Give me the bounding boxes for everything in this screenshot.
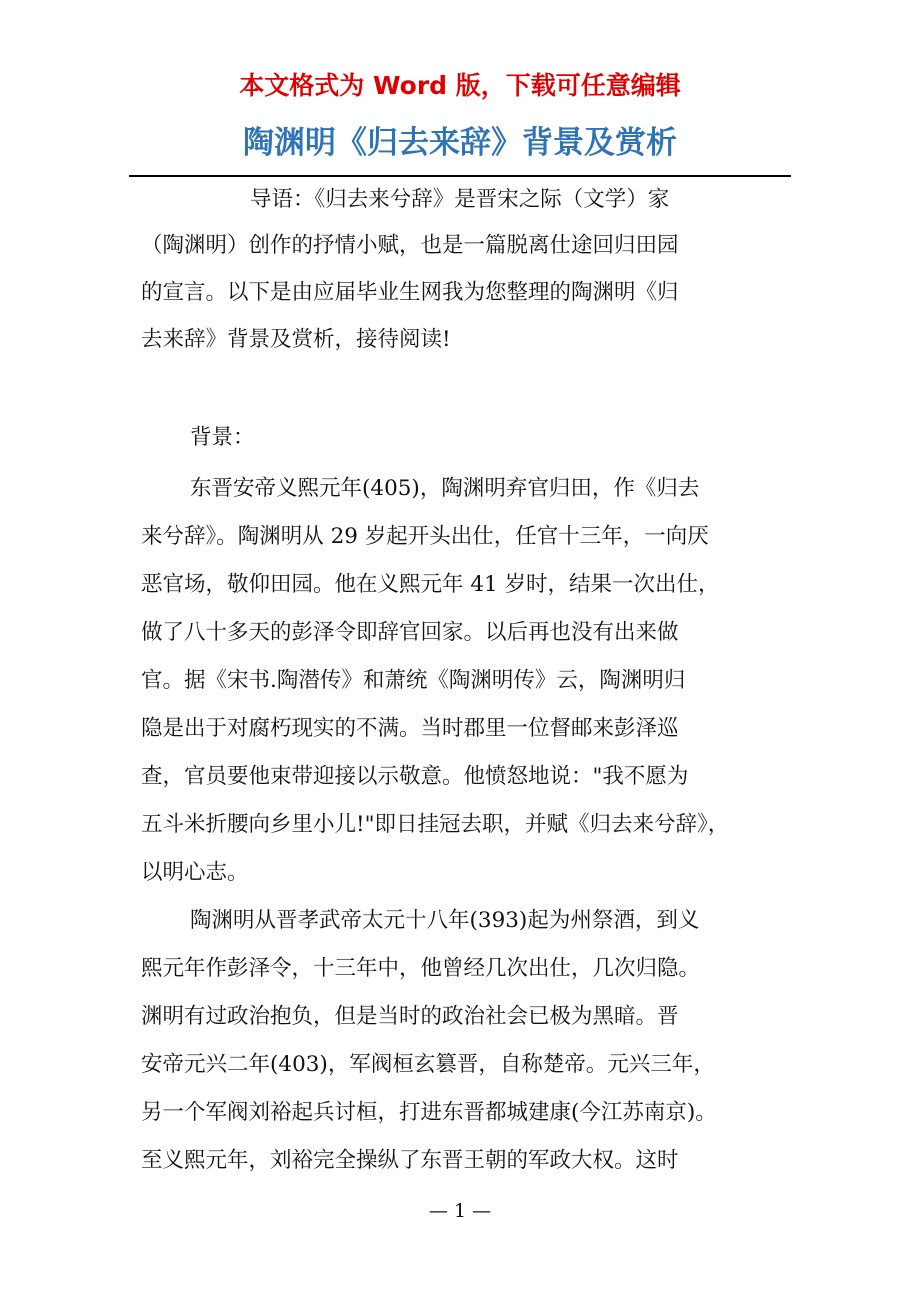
page-number: — 1 — (428, 1200, 492, 1222)
section-heading: 背景： (190, 425, 255, 450)
body-line: 导语：《归去来兮辞》是晋宋之际（文学）家 (250, 187, 670, 212)
body-line: 的宣言。以下是由应届毕业生网我为您整理的陶渊明《归 (141, 280, 679, 305)
body-line: 以明心志。 (141, 860, 249, 885)
body-line: 官。据《宋书.陶潜传》和萧统《陶渊明传》云，陶渊明归 (141, 668, 686, 693)
body-line: 渊明有过政治抱负，但是当时的政治社会已极为黑暗。晋 (141, 1004, 679, 1029)
body-line: 查，官员要他束带迎接以示敬意。他愤怒地说："我不愿为 (141, 764, 689, 789)
body-line: 来兮辞》。陶渊明从 29 岁起开头出仕，任官十三年，一向厌 (141, 524, 709, 549)
title-divider (129, 175, 791, 177)
document-title: 陶渊明《归去来辞》背景及赏析 (243, 125, 677, 161)
body-line: 恶官场，敬仰田园。他在义熙元年 41 岁时，结果一次出仕， (141, 572, 720, 597)
body-line: 去来辞》背景及赏析，接待阅读! (141, 327, 451, 352)
body-line: 隐是出于对腐朽现实的不满。当时郡里一位督邮来彭泽巡 (141, 716, 679, 741)
body-line: 安帝元兴二年(403)，军阀桓玄篡晋，自称楚帝。元兴三年， (141, 1052, 715, 1077)
body-line: 做了八十多天的彭泽令即辞官回家。以后再也没有出来做 (141, 620, 679, 645)
body-line: 熙元年作彭泽令，十三年中，他曾经几次出仕，几次归隐。 (141, 956, 701, 981)
body-line: 东晋安帝义熙元年(405)，陶渊明弃官归田，作《归去 (190, 476, 700, 501)
body-line: 另一个军阀刘裕起兵讨桓，打进东晋都城建康(今江苏南京)。 (141, 1100, 717, 1125)
body-line: 五斗米折腰向乡里小儿!"即日挂冠去职，并赋《归去来兮辞》， (141, 812, 730, 837)
body-line: （陶渊明）创作的抒情小赋，也是一篇脱离仕途回归田园 (141, 233, 679, 258)
format-notice-banner: 本文格式为 Word 版，下载可任意编辑 (239, 71, 681, 100)
body-line: 至义熙元年，刘裕完全操纵了东晋王朝的军政大权。这时 (141, 1148, 679, 1173)
body-line: 陶渊明从晋孝武帝太元十八年(393)起为州祭酒，到义 (190, 908, 700, 933)
